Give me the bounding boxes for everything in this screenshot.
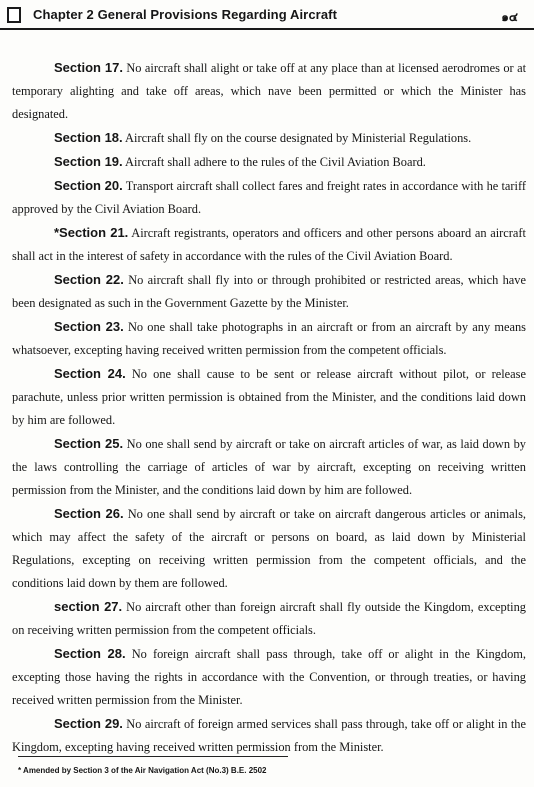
chapter-title: Chapter 2 General Provisions Regarding Aircraft [33, 7, 338, 22]
footnote: * Amended by Section 3 of the Air Navigation Act (No.3) B.E. 2502 [18, 766, 267, 775]
sections-body [12, 56, 526, 759]
section-19 [12, 150, 526, 174]
section-label: Section 28. [54, 646, 126, 661]
section-text: Aircraft registrants, operators and officers and other persons aboard an aircraft shall act in the interest of safety in accordance with the rules of the Civil Aviation Board. [12, 226, 526, 263]
section-text: No one shall cause to be sent or release aircraft without pilot, or release parachute, unless prior written permission is obtained from the Minister, and the conditions laid down by him are followed. [12, 367, 526, 427]
section-label: Section 20. [54, 178, 123, 193]
section-text: No aircraft other than foreign aircraft shall fly outside the Kingdom, excepting on receiving written permission from the competent officials. [12, 600, 526, 637]
section-27 [12, 595, 526, 642]
section-text: No aircraft shall alight or take off at any place than at licensed aerodromes or at temporary alighting and take off areas, which nave been permitted or which the Minister has designated. [12, 61, 527, 121]
section-label: Section 23. [54, 319, 124, 334]
section-28 [12, 642, 526, 712]
section-label: Section 19. [54, 154, 123, 169]
section-23 [12, 315, 526, 362]
section-label: Section 29. [54, 716, 123, 731]
checkbox-icon [7, 7, 21, 23]
section-label: *Section 21. [54, 225, 129, 240]
section-text: Aircraft shall adhere to the rules of the Civil Aviation Board. [122, 155, 426, 169]
section-label: Section 18. [54, 130, 123, 145]
page-header [0, 0, 534, 30]
section-text: No aircraft shall fly into or through prohibited or restricted areas, which have been designated as such in the Government Gazette by the Minister. [12, 273, 526, 310]
section-21 [12, 221, 526, 268]
section-text: No aircraft of foreign armed services shall pass through, take off or alight in the Kingdom, excepting having received written permission from the Minister. [12, 717, 526, 754]
section-text: No one shall send by aircraft or take on aircraft articles of war, as laid down by the laws controlling the carriage of articles of war by aircraft, excepting on receiving written permission from the Minister, and the conditions laid down by him are followed. [12, 437, 526, 497]
section-text: No one shall send by aircraft or take on aircraft dangerous articles or animals, which may affect the safety of the aircraft or persons on board, as laid down by Ministerial Regulations, excepting on receiving written permission from the competent officials, and the conditions laid down by them are followed. [12, 507, 527, 590]
section-text: Transport aircraft shall collect fares and freight rates in accordance with he tariff approved by the Civil Aviation Board. [12, 179, 526, 216]
section-label: Section 17. [54, 60, 123, 75]
section-label: Section 24. [54, 366, 126, 381]
section-label: Section 25. [54, 436, 124, 451]
page-number: ๑๔ [501, 10, 518, 24]
section-label: section 27. [54, 599, 123, 614]
section-text: No one shall take photographs in an aircraft or from an aircraft by any means whatsoever, excepting having received written permission from the competent officials. [12, 320, 526, 357]
section-18 [12, 126, 526, 150]
section-22 [12, 268, 526, 315]
section-29 [12, 712, 526, 759]
section-text: No foreign aircraft shall pass through, take off or alight in the Kingdom, excepting those having the rights in accordance with the Convention, or through treaties, or having received written permission from the Minister. [12, 647, 527, 707]
section-text: Aircraft shall fly on the course designated by Ministerial Regulations. [122, 131, 472, 145]
section-label: Section 22. [54, 272, 124, 287]
section-label: Section 26. [54, 506, 124, 521]
section-20 [12, 174, 526, 221]
footnote-divider [18, 756, 288, 757]
section-17 [12, 56, 526, 126]
section-25 [12, 432, 526, 502]
section-26 [12, 502, 526, 595]
section-24 [12, 362, 526, 432]
